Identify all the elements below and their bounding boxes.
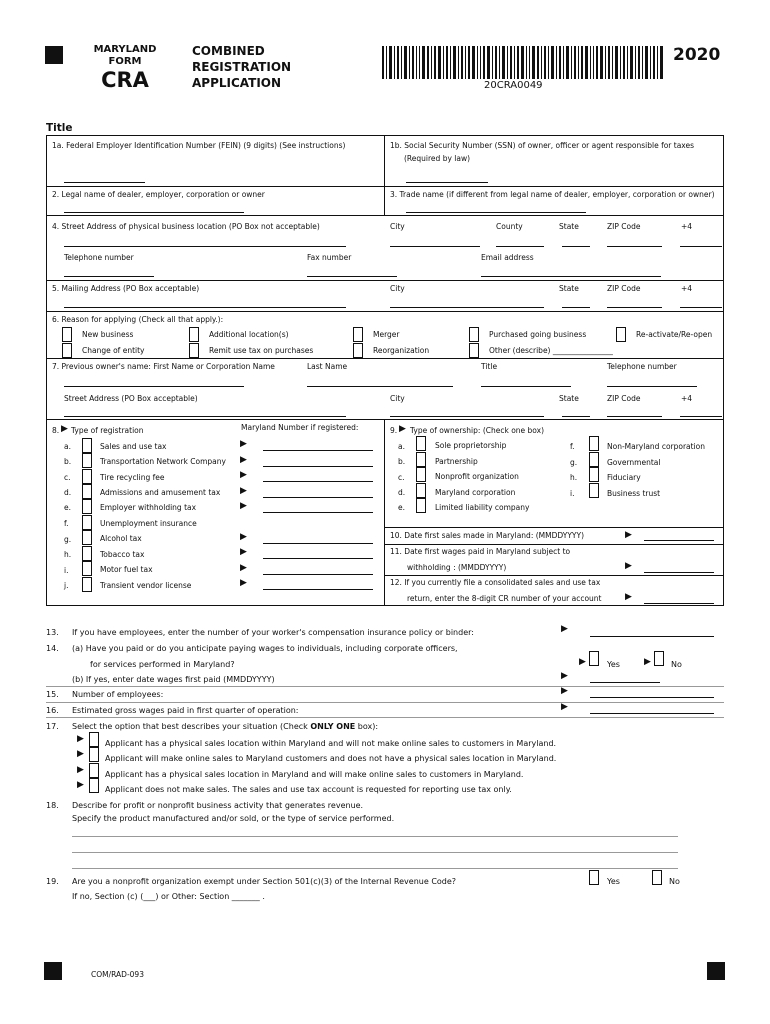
own-letter: a. — [398, 442, 405, 451]
cr-number-input[interactable] — [644, 603, 714, 604]
field-11-arrow: ▶ — [625, 561, 632, 571]
prev-zip-input[interactable] — [607, 416, 662, 417]
registration-mark-bottom-right — [707, 962, 725, 980]
field-7-label: 7. Previous owner's name: First Name or Corporation Name — [52, 362, 275, 371]
reg-type-letter: c. — [64, 473, 71, 482]
field-4-label: 4. Street Address of physical business location (PO Box not acceptable) — [52, 222, 320, 231]
q14b-arrow: ▶ — [561, 671, 568, 681]
reg-type-letter: f. — [64, 519, 69, 528]
mail-city-label: City — [390, 284, 405, 293]
reg-arrow: ▶ — [240, 563, 247, 573]
fein-input[interactable] — [64, 182, 145, 183]
registration-mark-top-left — [45, 46, 63, 64]
mail-state-label: State — [559, 284, 579, 293]
reg-type-letter: b. — [64, 457, 72, 466]
q17-option-4-label: Applicant does not make sales. The sales and use tax account is requested for reporting use tax only. — [105, 785, 512, 794]
reason-purchased-checkbox[interactable] — [469, 327, 479, 342]
field-11-sub: withholding : (MMDDYYYY) — [407, 563, 507, 572]
business-activity-line-2[interactable] — [72, 852, 678, 853]
field-11-label: 11. Date first wages paid in Maryland subject to — [390, 547, 571, 556]
own-partnership-checkbox[interactable] — [416, 452, 426, 467]
field-6-label: 6. Reason for applying (Check all that apply.): — [52, 315, 224, 324]
state-label: State — [559, 222, 579, 231]
q17-option-1-label: Applicant has a physical sales location within Maryland and will not make online sales to customers in Maryland. — [105, 739, 557, 748]
city-label: City — [390, 222, 405, 231]
fax-label: Fax number — [307, 253, 352, 262]
q17-option-2-label: Applicant will make online sales to Maryland customers and does not have a physical sales location in Maryland. — [105, 754, 557, 763]
q15-text: Number of employees: — [72, 690, 164, 699]
prev-street-input[interactable] — [64, 416, 346, 417]
reg-arrow: ▶ — [240, 455, 247, 465]
q19-yes-checkbox[interactable] — [589, 870, 599, 885]
reg-arrow: ▶ — [240, 547, 247, 557]
reg-type-label: Sales and use tax — [100, 442, 167, 451]
barcode-text: 20CRA0049 — [484, 80, 543, 91]
q19-text: Are you a nonprofit organization exempt under Section 501(c)(3) of the Internal Revenue Code? — [72, 877, 457, 886]
q14-no-checkbox[interactable] — [654, 651, 664, 666]
registration-mark-bottom-left — [44, 962, 62, 980]
prev-city-input[interactable] — [390, 416, 544, 417]
reason-additional-location-label: Additional location(s) — [209, 330, 289, 339]
own-letter: b. — [398, 457, 406, 466]
trade-name-input[interactable] — [406, 212, 586, 213]
reg-type-label: Admissions and amusement tax — [100, 488, 221, 497]
reg-arrow: ▶ — [240, 578, 247, 588]
own-md-corp-checkbox[interactable] — [416, 483, 426, 498]
prev-plus4-label: +4 — [681, 394, 693, 403]
reason-reactivate-label: Re-activate/Re-open — [636, 330, 713, 339]
reg-transient-vendor-number-input[interactable] — [263, 589, 373, 590]
q17-option-2-checkbox[interactable] — [89, 747, 99, 762]
q19-no-label: No — [669, 877, 680, 886]
own-letter: c. — [398, 473, 405, 482]
reason-new-business-label: New business — [82, 330, 134, 339]
business-activity-line-1[interactable] — [72, 836, 678, 837]
field-10-arrow: ▶ — [625, 530, 632, 540]
field-2-label: 2. Legal name of dealer, employer, corporation or owner — [52, 190, 265, 199]
section-a-title: Title — [46, 122, 73, 134]
reg-type-label: Transportation Network Company — [100, 457, 226, 466]
own-label: Fiduciary — [607, 473, 641, 482]
section-8-number: 8. — [52, 426, 60, 435]
reg-type-label: Transient vendor license — [100, 581, 192, 590]
prev-plus4-input[interactable] — [680, 416, 722, 417]
field-12-arrow: ▶ — [625, 592, 632, 602]
q14-no-label: No — [671, 660, 682, 669]
prev-last-name-label: Last Name — [307, 362, 348, 371]
prev-state-label: State — [559, 394, 579, 403]
reason-remit-use-tax-label: Remit use tax on purchases — [209, 346, 314, 355]
q17-number: 17. — [46, 722, 59, 731]
city-input[interactable] — [390, 246, 480, 247]
q19-no-checkbox[interactable] — [652, 870, 662, 885]
reg-type-label: Tobacco tax — [100, 550, 145, 559]
plus4-input[interactable] — [680, 246, 722, 247]
own-governmental-checkbox[interactable] — [589, 452, 599, 467]
own-label: Nonprofit organization — [435, 472, 519, 481]
reg-motor-fuel-number-input[interactable] — [263, 574, 373, 575]
q14a-text-2: for services performed in Maryland? — [90, 660, 235, 669]
q18-number: 18. — [46, 801, 59, 810]
q16-text: Estimated gross wages paid in first quarter of operation: — [72, 706, 299, 715]
prev-state-input[interactable] — [562, 416, 590, 417]
own-label: Non-Maryland corporation — [607, 442, 706, 451]
field-1a-label: 1a. Federal Employer Identification Number (FEIN) (9 digits) (See instructions) — [52, 141, 346, 150]
reg-type-label: Motor fuel tax — [100, 565, 153, 574]
fax-input[interactable] — [307, 276, 397, 277]
reg-type-letter: d. — [64, 488, 72, 497]
mail-zip-label: ZIP Code — [607, 284, 641, 293]
reason-change-entity-label: Change of entity — [82, 346, 145, 355]
section-9-arrow: ▶ — [399, 424, 406, 434]
telephone-label: Telephone number — [64, 253, 134, 262]
reg-tnc-checkbox[interactable] — [82, 453, 92, 468]
state-input[interactable] — [562, 246, 590, 247]
prev-telephone-label: Telephone number — [607, 362, 677, 371]
reason-change-entity-checkbox[interactable] — [62, 343, 72, 358]
q19-number: 19. — [46, 877, 59, 886]
field-5-label: 5. Mailing Address (PO Box acceptable) — [52, 284, 200, 293]
q15-arrow: ▶ — [561, 686, 568, 696]
reg-admissions-checkbox[interactable] — [82, 484, 92, 499]
own-label: Sole proprietorship — [435, 441, 507, 450]
reg-tire-recycling-number-input[interactable] — [263, 481, 373, 482]
form-header-state: MARYLAND — [93, 44, 157, 55]
q14-number: 14. — [46, 644, 59, 653]
own-label: Maryland corporation — [435, 488, 516, 497]
q17-text — [72, 722, 378, 731]
q14-no-arrow: ▶ — [644, 657, 651, 667]
zip-label: ZIP Code — [607, 222, 641, 231]
county-input[interactable] — [496, 246, 544, 247]
reg-arrow: ▶ — [240, 501, 247, 511]
q17-arrow: ▶ — [77, 765, 84, 775]
reg-type-label: Employer withholding tax — [100, 503, 197, 512]
reg-tobacco-checkbox[interactable] — [82, 546, 92, 561]
own-letter: d. — [398, 488, 406, 497]
own-nonprofit-checkbox[interactable] — [416, 467, 426, 482]
field-12-label: 12. If you currently file a consolidated sales and use tax — [390, 578, 601, 587]
barcode — [382, 46, 664, 79]
plus4-label: +4 — [681, 222, 693, 231]
q17-text-bold: ONLY ONE — [310, 722, 356, 731]
reg-withholding-number-input[interactable] — [263, 512, 373, 513]
reg-transient-vendor-checkbox[interactable] — [82, 577, 92, 592]
reason-reactivate-checkbox[interactable] — [616, 327, 626, 342]
prev-zip-label: ZIP Code — [607, 394, 641, 403]
reg-alcohol-number-input[interactable] — [263, 543, 373, 544]
own-letter: g. — [570, 458, 578, 467]
q17-option-4-checkbox[interactable] — [89, 778, 99, 793]
prev-last-name-input[interactable] — [307, 386, 453, 387]
prev-title-input[interactable] — [481, 386, 571, 387]
reg-arrow: ▶ — [240, 486, 247, 496]
field-10-label: 10. Date first sales made in Maryland: (MMDDYYYY) — [390, 531, 584, 540]
form-title-2: REGISTRATION — [192, 60, 292, 74]
reason-other-checkbox[interactable] — [469, 343, 479, 358]
own-letter: e. — [398, 503, 405, 512]
reg-motor-fuel-checkbox[interactable] — [82, 561, 92, 576]
email-label: Email address — [481, 253, 534, 262]
q19-text-2: If no, Section (c) (___) or Other: Section _______ . — [72, 892, 265, 901]
field-1b-sub: (Required by law) — [404, 154, 471, 163]
form-number-footer: COM/RAD-093 — [91, 970, 144, 979]
own-label: Business trust — [607, 489, 661, 498]
reg-type-letter: i. — [64, 566, 69, 575]
first-sales-date-input[interactable] — [644, 540, 714, 541]
mail-state-input[interactable] — [562, 307, 590, 308]
own-letter: f. — [570, 442, 575, 451]
q17-arrow: ▶ — [77, 734, 84, 744]
q19-yes-label: Yes — [607, 877, 620, 886]
mail-city-input[interactable] — [390, 307, 544, 308]
number-of-employees-input[interactable] — [590, 697, 714, 698]
reg-type-label: Unemployment insurance — [100, 519, 197, 528]
section-8-arrow: ▶ — [61, 424, 68, 434]
street-address-input[interactable] — [64, 246, 346, 247]
email-input[interactable] — [481, 276, 661, 277]
own-letter: h. — [570, 473, 578, 482]
mail-plus4-input[interactable] — [680, 307, 722, 308]
reason-merger-checkbox[interactable] — [353, 327, 363, 342]
reg-tobacco-number-input[interactable] — [263, 558, 373, 559]
q14b-text: (b) If yes, enter date wages first paid (MMDDYYYY) — [72, 675, 275, 684]
mail-zip-input[interactable] — [607, 307, 662, 308]
q17-option-1-checkbox[interactable] — [89, 732, 99, 747]
own-fiduciary-checkbox[interactable] — [589, 467, 599, 482]
section-9-number: 9. — [390, 426, 398, 435]
reg-type-label: Alcohol tax — [100, 534, 142, 543]
reason-remit-use-tax-checkbox[interactable] — [189, 343, 199, 358]
field-3-label: 3. Trade name (if different from legal name of dealer, employer, corporation or owner) — [390, 190, 715, 199]
reg-sales-use-tax-checkbox[interactable] — [82, 438, 92, 453]
own-label: Limited liability company — [435, 503, 530, 512]
reg-type-letter: j. — [64, 581, 69, 590]
reg-admissions-number-input[interactable] — [263, 497, 373, 498]
workers-comp-policy-input[interactable] — [590, 636, 714, 637]
q17-option-3-label: Applicant has a physical sales location in Maryland and will make online sales to customers in Maryland. — [105, 770, 524, 779]
reg-alcohol-checkbox[interactable] — [82, 530, 92, 545]
q16-arrow: ▶ — [561, 702, 568, 712]
own-label: Governmental — [607, 458, 661, 467]
form-code: CRA — [101, 68, 149, 92]
q16-number: 16. — [46, 706, 59, 715]
reg-tire-recycling-checkbox[interactable] — [82, 469, 92, 484]
reg-unemployment-checkbox[interactable] — [82, 515, 92, 530]
section-9-title: Type of ownership: (Check one box) — [410, 426, 545, 435]
county-label: County — [496, 222, 523, 231]
mailing-address-input[interactable] — [64, 307, 346, 308]
q13-arrow: ▶ — [561, 624, 568, 634]
wages-first-paid-date-input[interactable] — [590, 682, 660, 683]
prev-telephone-input[interactable] — [607, 386, 697, 387]
reason-purchased-label: Purchased going business — [489, 330, 587, 339]
q17-text-3: box): — [355, 722, 379, 731]
q13-text: If you have employees, enter the number of your worker's compensation insurance policy or binder: — [72, 628, 474, 637]
ssn-input[interactable] — [406, 182, 488, 183]
field-1b-label: 1b. Social Security Number (SSN) of owner, officer or agent responsible for taxes — [390, 141, 695, 150]
reg-arrow: ▶ — [240, 439, 247, 449]
q14-yes-checkbox[interactable] — [589, 651, 599, 666]
business-activity-line-3[interactable] — [72, 868, 678, 869]
reg-arrow: ▶ — [240, 470, 247, 480]
legal-name-input[interactable] — [64, 212, 244, 213]
own-business-trust-checkbox[interactable] — [589, 483, 599, 498]
reason-other-label: Other (describe) ________________ — [489, 346, 613, 355]
prev-first-name-input[interactable] — [64, 386, 244, 387]
reg-type-letter: a. — [64, 442, 71, 451]
reason-merger-label: Merger — [373, 330, 400, 339]
section-8-md-number-label: Maryland Number if registered: — [241, 423, 359, 432]
reason-reorganization-label: Reorganization — [373, 346, 430, 355]
q14a-text: (a) Have you paid or do you anticipate paying wages to individuals, including corporate officers, — [72, 644, 458, 653]
telephone-input[interactable] — [64, 276, 154, 277]
q14-yes-label: Yes — [607, 660, 620, 669]
q18-text-1: Describe for profit or nonprofit business activity that generates revenue. — [72, 801, 364, 810]
reg-type-letter: h. — [64, 550, 72, 559]
reason-additional-location-checkbox[interactable] — [189, 327, 199, 342]
q17-option-3-checkbox[interactable] — [89, 763, 99, 778]
prev-street-label: Street Address (PO Box acceptable) — [64, 394, 198, 403]
q17-arrow: ▶ — [77, 749, 84, 759]
zip-input[interactable] — [607, 246, 662, 247]
own-non-md-corp-checkbox[interactable] — [589, 436, 599, 451]
first-wages-date-input[interactable] — [644, 572, 714, 573]
q18-text-2: Specify the product manufactured and/or sold, or the type of service performed. — [72, 814, 395, 823]
section-8-title: Type of registration — [71, 426, 144, 435]
q17-arrow: ▶ — [77, 780, 84, 790]
reason-reorganization-checkbox[interactable] — [353, 343, 363, 358]
form-title-1: COMBINED — [192, 44, 265, 58]
reg-type-letter: e. — [64, 503, 71, 512]
form-header-form: FORM — [108, 56, 142, 67]
reg-arrow: ▶ — [240, 532, 247, 542]
reg-type-label: Tire recycling fee — [100, 473, 165, 482]
form-year: 2020 — [673, 45, 721, 65]
gross-wages-input[interactable] — [590, 713, 714, 714]
reg-tnc-number-input[interactable] — [263, 466, 373, 467]
q14-yes-arrow: ▶ — [579, 657, 586, 667]
own-letter: i. — [570, 489, 575, 498]
mail-plus4-label: +4 — [681, 284, 693, 293]
prev-title-label: Title — [481, 362, 498, 371]
q15-number: 15. — [46, 690, 59, 699]
reason-new-business-checkbox[interactable] — [62, 327, 72, 342]
own-llc-checkbox[interactable] — [416, 498, 426, 513]
prev-city-label: City — [390, 394, 405, 403]
reg-type-letter: g. — [64, 535, 72, 544]
field-12-sub: return, enter the 8-digit CR number of your account — [407, 594, 602, 603]
form-title-3: APPLICATION — [192, 76, 282, 90]
own-label: Partnership — [435, 457, 478, 466]
q17-text-1: Select the option that best describes your situation (Check — [72, 722, 311, 731]
own-sole-prop-checkbox[interactable] — [416, 436, 426, 451]
reg-sales-use-tax-number-input[interactable] — [263, 450, 373, 451]
q13-number: 13. — [46, 628, 59, 637]
reg-withholding-checkbox[interactable] — [82, 499, 92, 514]
